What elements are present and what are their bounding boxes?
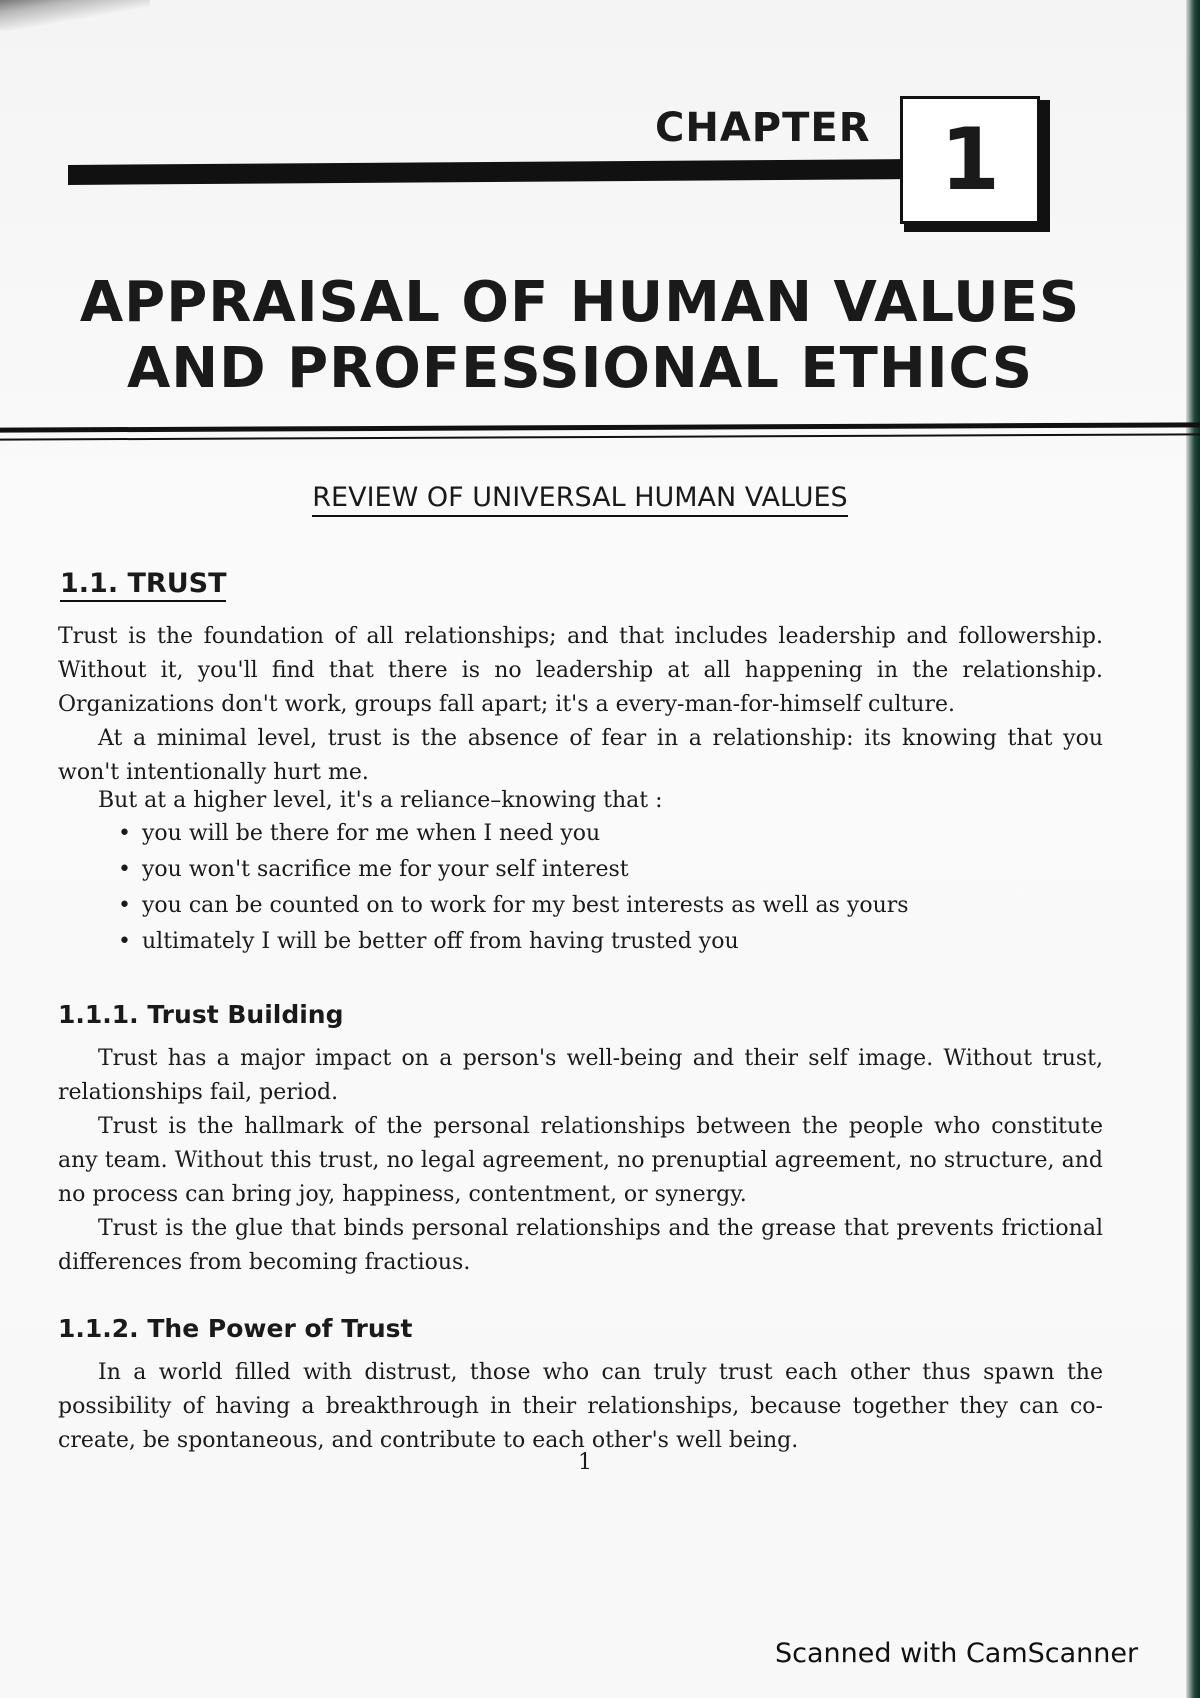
chapter-label: CHAPTER (655, 105, 871, 151)
trust-building-paragraph-3: Trust is the glue that binds personal relationships and the grease that prevents frictional differences from becoming fractious. (58, 1216, 1103, 1275)
power-of-trust-paragraph-1: In a world filled with distrust, those who can truly trust each other thus spawn the possibility of having a breakthrough in their relationships, because together they can co-create, be spontaneous, and contribute to each other's well being. (58, 1360, 1103, 1453)
page-corner-shadow (0, 0, 150, 30)
list-item: • you can be counted on to work for my best interests as well as yours (118, 888, 909, 924)
trust-bullet-list (118, 816, 909, 960)
trust-building-paragraph-2: Trust is the hallmark of the personal relationships between the people who constitute any team. Without this trust, no legal agreement, no prenuptial agreement, no structure, and no process can bring joy, happiness, contentment, or synergy. (58, 1114, 1103, 1207)
list-item: • you won't sacrifice me for your self interest (118, 852, 909, 888)
trust-paragraph-2: At a minimal level, trust is the absence of fear in a relationship: its knowing that you won't intentionally hurt me. (58, 726, 1103, 785)
section-heading (200, 482, 960, 513)
chapter-title (60, 270, 1100, 402)
section-heading-text: REVIEW OF UNIVERSAL HUMAN VALUES (312, 482, 847, 517)
chapter-title-line-2: AND PROFESSIONAL ETHICS (126, 336, 1034, 401)
trust-building-paragraph-1: Trust has a major impact on a person's well-being and their self image. Without trust, relationships fail, period. (58, 1046, 1103, 1105)
page-edge (1186, 0, 1200, 1698)
list-item: • you will be there for me when I need you (118, 816, 909, 852)
chapter-number-box (900, 96, 1040, 224)
chapter-title-line-1: APPRAISAL OF HUMAN VALUES (79, 270, 1081, 335)
chapter-number: 1 (940, 110, 1000, 210)
heading-power-of-trust: 1.1.2. The Power of Trust (58, 1314, 413, 1343)
heading-trust-text: 1.1. TRUST (60, 568, 226, 602)
heading-trust-building: 1.1.1. Trust Building (58, 1000, 344, 1029)
list-item: • ultimately I will be better off from having trusted you (118, 924, 909, 960)
scanner-watermark: Scanned with CamScanner (775, 1638, 1139, 1669)
heading-trust (60, 568, 226, 599)
page-number: 1 (578, 1450, 592, 1475)
trust-paragraph-1: Trust is the foundation of all relationships; and that includes leadership and followership. Without it, you'll find that there is no leadership at all happening in the relationship. Organizations don't work, groups fall apart; it's a every-man-for-himself culture. (58, 624, 1103, 717)
trust-paragraph-3: But at a higher level, it's a reliance–knowing that : (98, 788, 663, 813)
